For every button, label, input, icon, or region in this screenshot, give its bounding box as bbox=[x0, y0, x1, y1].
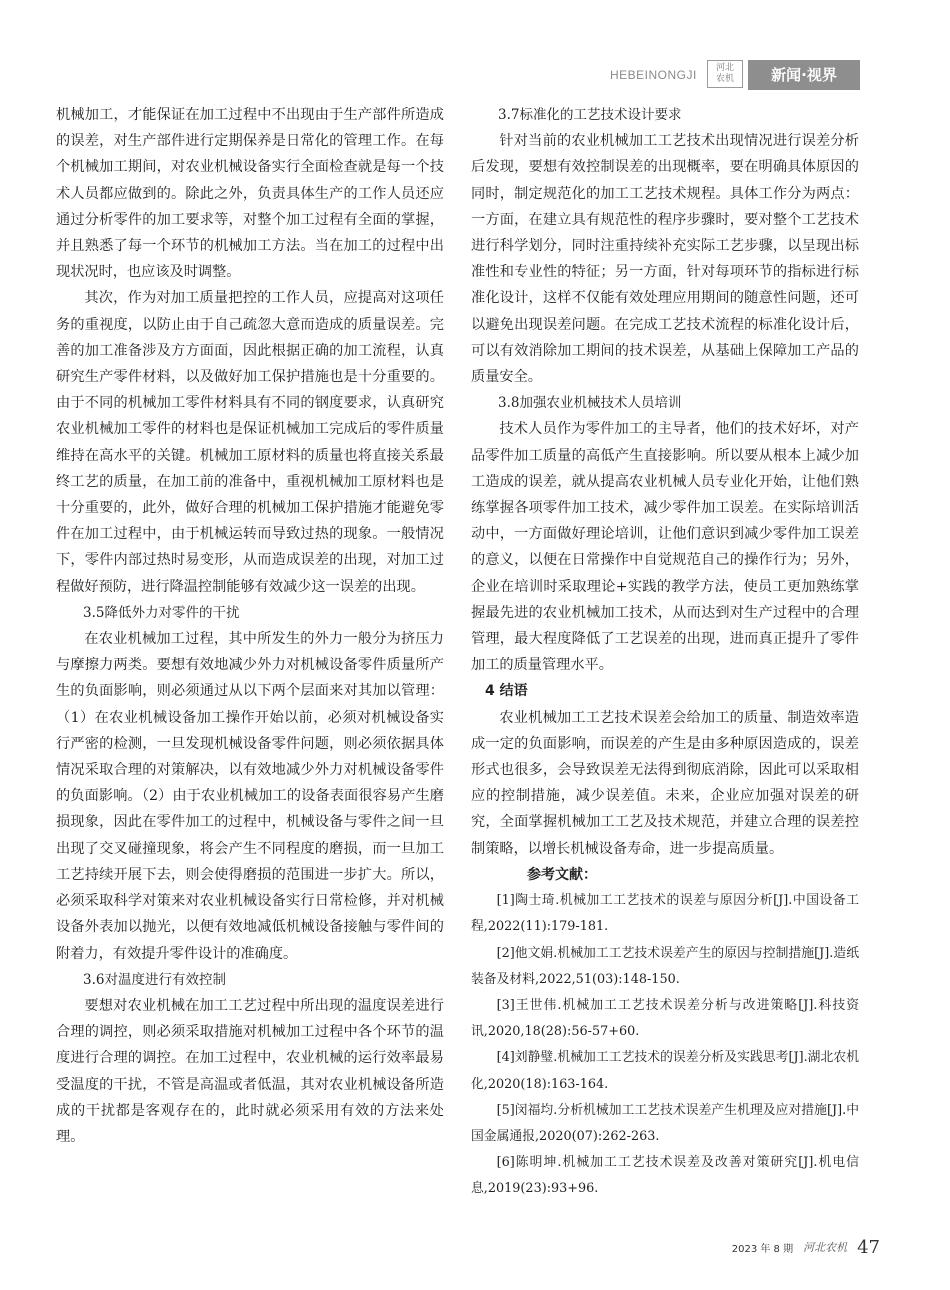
reference-item: [1]陶士琦.机械加工工艺技术的误差与原因分析[J].中国设备工程,2022(11):179-181. bbox=[471, 893, 859, 935]
section-heading-conclusion: 4 结语 bbox=[485, 683, 528, 700]
subsection-heading: 3.5降低外力对零件的干扰 bbox=[83, 604, 240, 621]
journal-brand: 河北农机 bbox=[803, 1241, 848, 1254]
logo-line-2: 农机 bbox=[715, 74, 734, 84]
reference-item: [5]闵福均.分析机械加工工艺技术误差产生机理及应对措施[J].中国金属通报,2020(07):262-263. bbox=[471, 1102, 859, 1144]
reference-item: [6]陈明坤.机械加工工艺技术误差及改善对策研究[J].机电信息,2019(23):93+96. bbox=[471, 1155, 859, 1197]
references-title: 参考文献： bbox=[527, 866, 597, 883]
section-title: 新闻·视界 bbox=[748, 60, 860, 90]
reference-item: [4]刘静璧.机械加工工艺技术的误差分析及实践思考[J].湖北农机化,2020(18):163-164. bbox=[471, 1050, 859, 1092]
journal-logo bbox=[707, 60, 743, 88]
issue-label: 2023 年 8 期 bbox=[731, 1243, 794, 1255]
paragraph: 要想对农业机械在加工工艺过程中所出现的温度误差进行合理的调控，则必须采取措施对机械加工过程中各个环节的温度进行合理的调控。在加工过程中，农业机械的运行效率最易受温度的干扰，不管是高温或者低温，其对农业机械设备所造成的干扰都是客观存在的，此时就必须采用有效的方法来处理。 bbox=[56, 997, 444, 1145]
subsection-heading: 3.6对温度进行有效控制 bbox=[83, 971, 226, 988]
logo-line-1: 河北 bbox=[715, 63, 734, 73]
journal-roman-name: HEBEINONGJI bbox=[610, 68, 697, 82]
paragraph: 针对当前的农业机械加工工艺技术出现情况进行误差分析后发现，要想有效控制误差的出现概率，要在明确具体原因的同时，制定规范化的加工工艺技术规程。具体工作分为两点：一方面，在建立具有规范性的程序步骤时，要对整个工艺技术进行科学划分，同时注重持续补充实际工艺步骤，以呈现出标准性和专业性的特征；另一方面，针对每项环节的指标进行标准化设计，这样不仅能有效处理应用期间的随意性问题，还可以避免出现误差问题。在完成工艺技术流程的标准化设计后，可以有效消除加工期间的技术误差，从基础上保障加工产品的质量安全。 bbox=[471, 133, 859, 386]
right-column bbox=[471, 102, 859, 1203]
subsection-heading: 3.8加强农业机械技术人员培训 bbox=[498, 395, 682, 412]
paragraph: 机械加工，才能保证在加工过程中不出现由于生产部件所造成的误差，对生产部件进行定期保养是日常化的管理工作。在每个机械加工期间，对农业机械设备实行全面检查就是每一个技术人员都应做到的。除此之外，负责具体生产的工作人员还应通过分析零件的加工要求等，对整个加工过程有全面的掌握，并且熟悉了每一个环节的机械加工方法。当在加工的过程中出现状况时，也应该及时调整。 bbox=[56, 107, 444, 281]
reference-item: [2]他文娟.机械加工工艺技术误差产生的原因与控制措施[J].造纸装备及材料,2022,51(03):148-150. bbox=[471, 945, 859, 987]
reference-item: [3]王世伟.机械加工工艺技术误差分析与改进策略[J].科技资讯,2020,18(28):56-57+60. bbox=[471, 997, 859, 1040]
paragraph: 其次，作为对加工质量把控的工作人员，应提高对这项任务的重视度，以防止由于自己疏忽大意而造成的质量误差。完善的加工准备涉及方方面面，因此根据正确的加工流程，认真研究生产零件材料，以及做好加工保护措施也是十分重要的。由于不同的机械加工零件材料具有不同的钢度要求，认真研究农业机械加工零件的材料也是保证机械加工完成后的零件质量维持在高水平的关键。机械加工原材料的质量也将直接关系最终工艺的质量，在加工前的准备中，重视机械加工原材料也是十分重要的，此外，做好合理的机械加工保护措施才能避免零件在加工过程中，由于机械运转而导致过热的现象。一般情况下，零件内部过热时易变形，从而造成误差的出现，对加工过程做好预防，进行降温控制能够有效减少这一误差的出现。 bbox=[56, 290, 444, 595]
left-column bbox=[56, 102, 444, 1150]
subsection-heading: 3.7标准化的工艺技术设计要求 bbox=[498, 107, 682, 123]
paragraph: 农业机械加工工艺技术误差会给加工的质量、制造效率造成一定的负面影响，而误差的产生是由多种原因造成的，误差形式也很多，会导致误差无法得到彻底消除，因此可以采取相应的控制措施，减少误差值。未来，企业应加强对误差的研究，全面掌握机械加工工艺及技术规范，并建立合理的误差控制策略，以增长机械设备寿命，进一步提高质量。 bbox=[471, 709, 859, 857]
paragraph: 在农业机械加工过程，其中所发生的外力一般分为挤压力与摩擦力两类。要想有效地减少外力对机械设备零件质量所产生的负面影响，则必须通过从以下两个层面来对其加以管理：（1）在农业机械设备加工操作开始以前，必须对机械设备实行严密的检测，一旦发现机械设备零件问题，则必须依据具体情况采取合理的对策解决，以有效地减少外力对机械设备零件的负面影响。（2）由于农业机械加工的设备表面很容易产生磨损现象，因此在零件加工的过程中，机械设备与零件之间一旦出现了交叉碰撞现象，将会产生不同程度的磨损，而一旦加工工艺持续开展下去，则会使得磨损的范围进一步扩大。所以，必须采取科学对策来对农业机械设备实行日常检修，并对机械设备外表加以抛光，以便有效地减低机械设备接触与零件间的附着力，有效提升零件设计的准确度。 bbox=[56, 631, 444, 962]
page-footer bbox=[700, 1236, 880, 1258]
paragraph: 技术人员作为零件加工的主导者，他们的技术好坏，对产品零件加工质量的高低产生直接影响。所以要从根本上减少加工造成的误差，就从提高农业机械人员专业化开始，让他们熟练掌握各项零件加工技术，减少零件加工误差。在实际培训活动中，一方面做好理论培训，让他们意识到减少零件加工误差的意义，以便在日常操作中自觉规范自己的操作行为；另外，企业在培训时采取理论+实践的教学方法，使员工更加熟练掌握最先进的农业机械加工技术，从而达到对生产过程中的合理管理，最大程度降低了工艺误差的出现，进而真正提升了零件加工的质量管理水平。 bbox=[471, 421, 859, 674]
page-number: 47 bbox=[857, 1236, 880, 1258]
